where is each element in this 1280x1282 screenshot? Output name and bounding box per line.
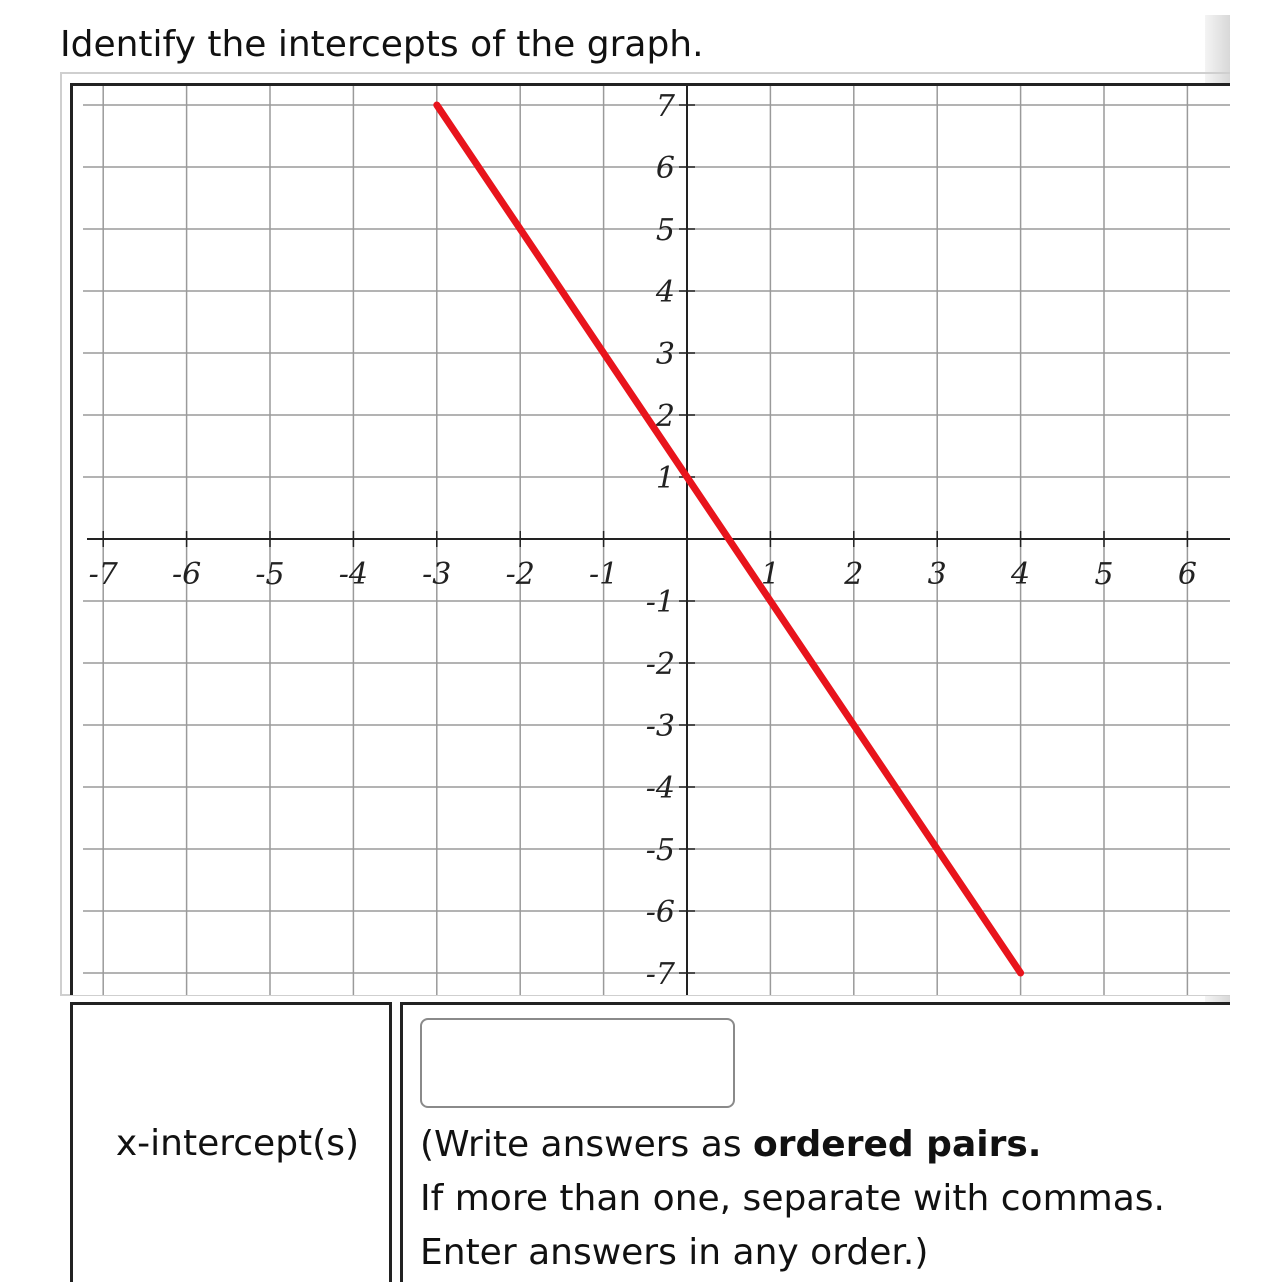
answer-cell <box>400 1002 1230 1282</box>
x-tick-label: 3 <box>927 557 947 592</box>
instruction-line-3: Enter answers in any order.) <box>420 1232 929 1273</box>
y-tick-label: 5 <box>655 213 675 248</box>
y-tick-label: 7 <box>655 89 675 124</box>
x-tick-label: 1 <box>760 557 780 592</box>
y-tick-label: 3 <box>655 337 675 372</box>
question-title: Identify the intercepts of the graph. <box>60 24 704 65</box>
coordinate-graph <box>73 86 1230 995</box>
instruction-line-1 <box>420 1118 1165 1172</box>
y-tick-label: 4 <box>655 275 675 310</box>
x-tick-label: -7 <box>88 557 118 592</box>
x-tick-label: -4 <box>338 557 369 592</box>
y-tick-label: -6 <box>645 895 675 930</box>
instruction-line-2: If more than one, separate with commas. <box>420 1178 1165 1219</box>
x-tick-label: -6 <box>171 557 202 592</box>
y-tick-label: -4 <box>645 771 675 806</box>
answer-instructions <box>420 1118 1165 1280</box>
x-tick-label: -1 <box>588 557 619 592</box>
y-tick-label: -3 <box>645 709 675 744</box>
x-tick-label: -5 <box>255 557 285 592</box>
x-tick-label: 4 <box>1011 557 1031 592</box>
y-tick-label: 2 <box>655 399 675 434</box>
graph-panel <box>70 83 1230 995</box>
y-tick-label: -5 <box>645 833 675 868</box>
x-tick-label: 6 <box>1177 557 1197 592</box>
y-tick-label: -7 <box>645 957 675 992</box>
x-tick-label: -2 <box>505 557 535 592</box>
y-tick-label: 6 <box>655 151 675 186</box>
y-tick-label: 1 <box>655 461 675 496</box>
x-tick-label: 2 <box>844 557 864 592</box>
x-intercepts-label: x-intercept(s) <box>115 1123 359 1164</box>
x-intercepts-input[interactable] <box>420 1018 735 1108</box>
instruction-prefix: (Write answers as <box>420 1124 754 1165</box>
instruction-bold: ordered pairs. <box>753 1124 1042 1165</box>
x-tick-label: -3 <box>422 557 452 592</box>
y-tick-label: -2 <box>645 647 675 682</box>
x-tick-label: 5 <box>1094 557 1114 592</box>
y-tick-label: -1 <box>645 585 675 620</box>
answer-label-cell <box>70 1002 392 1282</box>
